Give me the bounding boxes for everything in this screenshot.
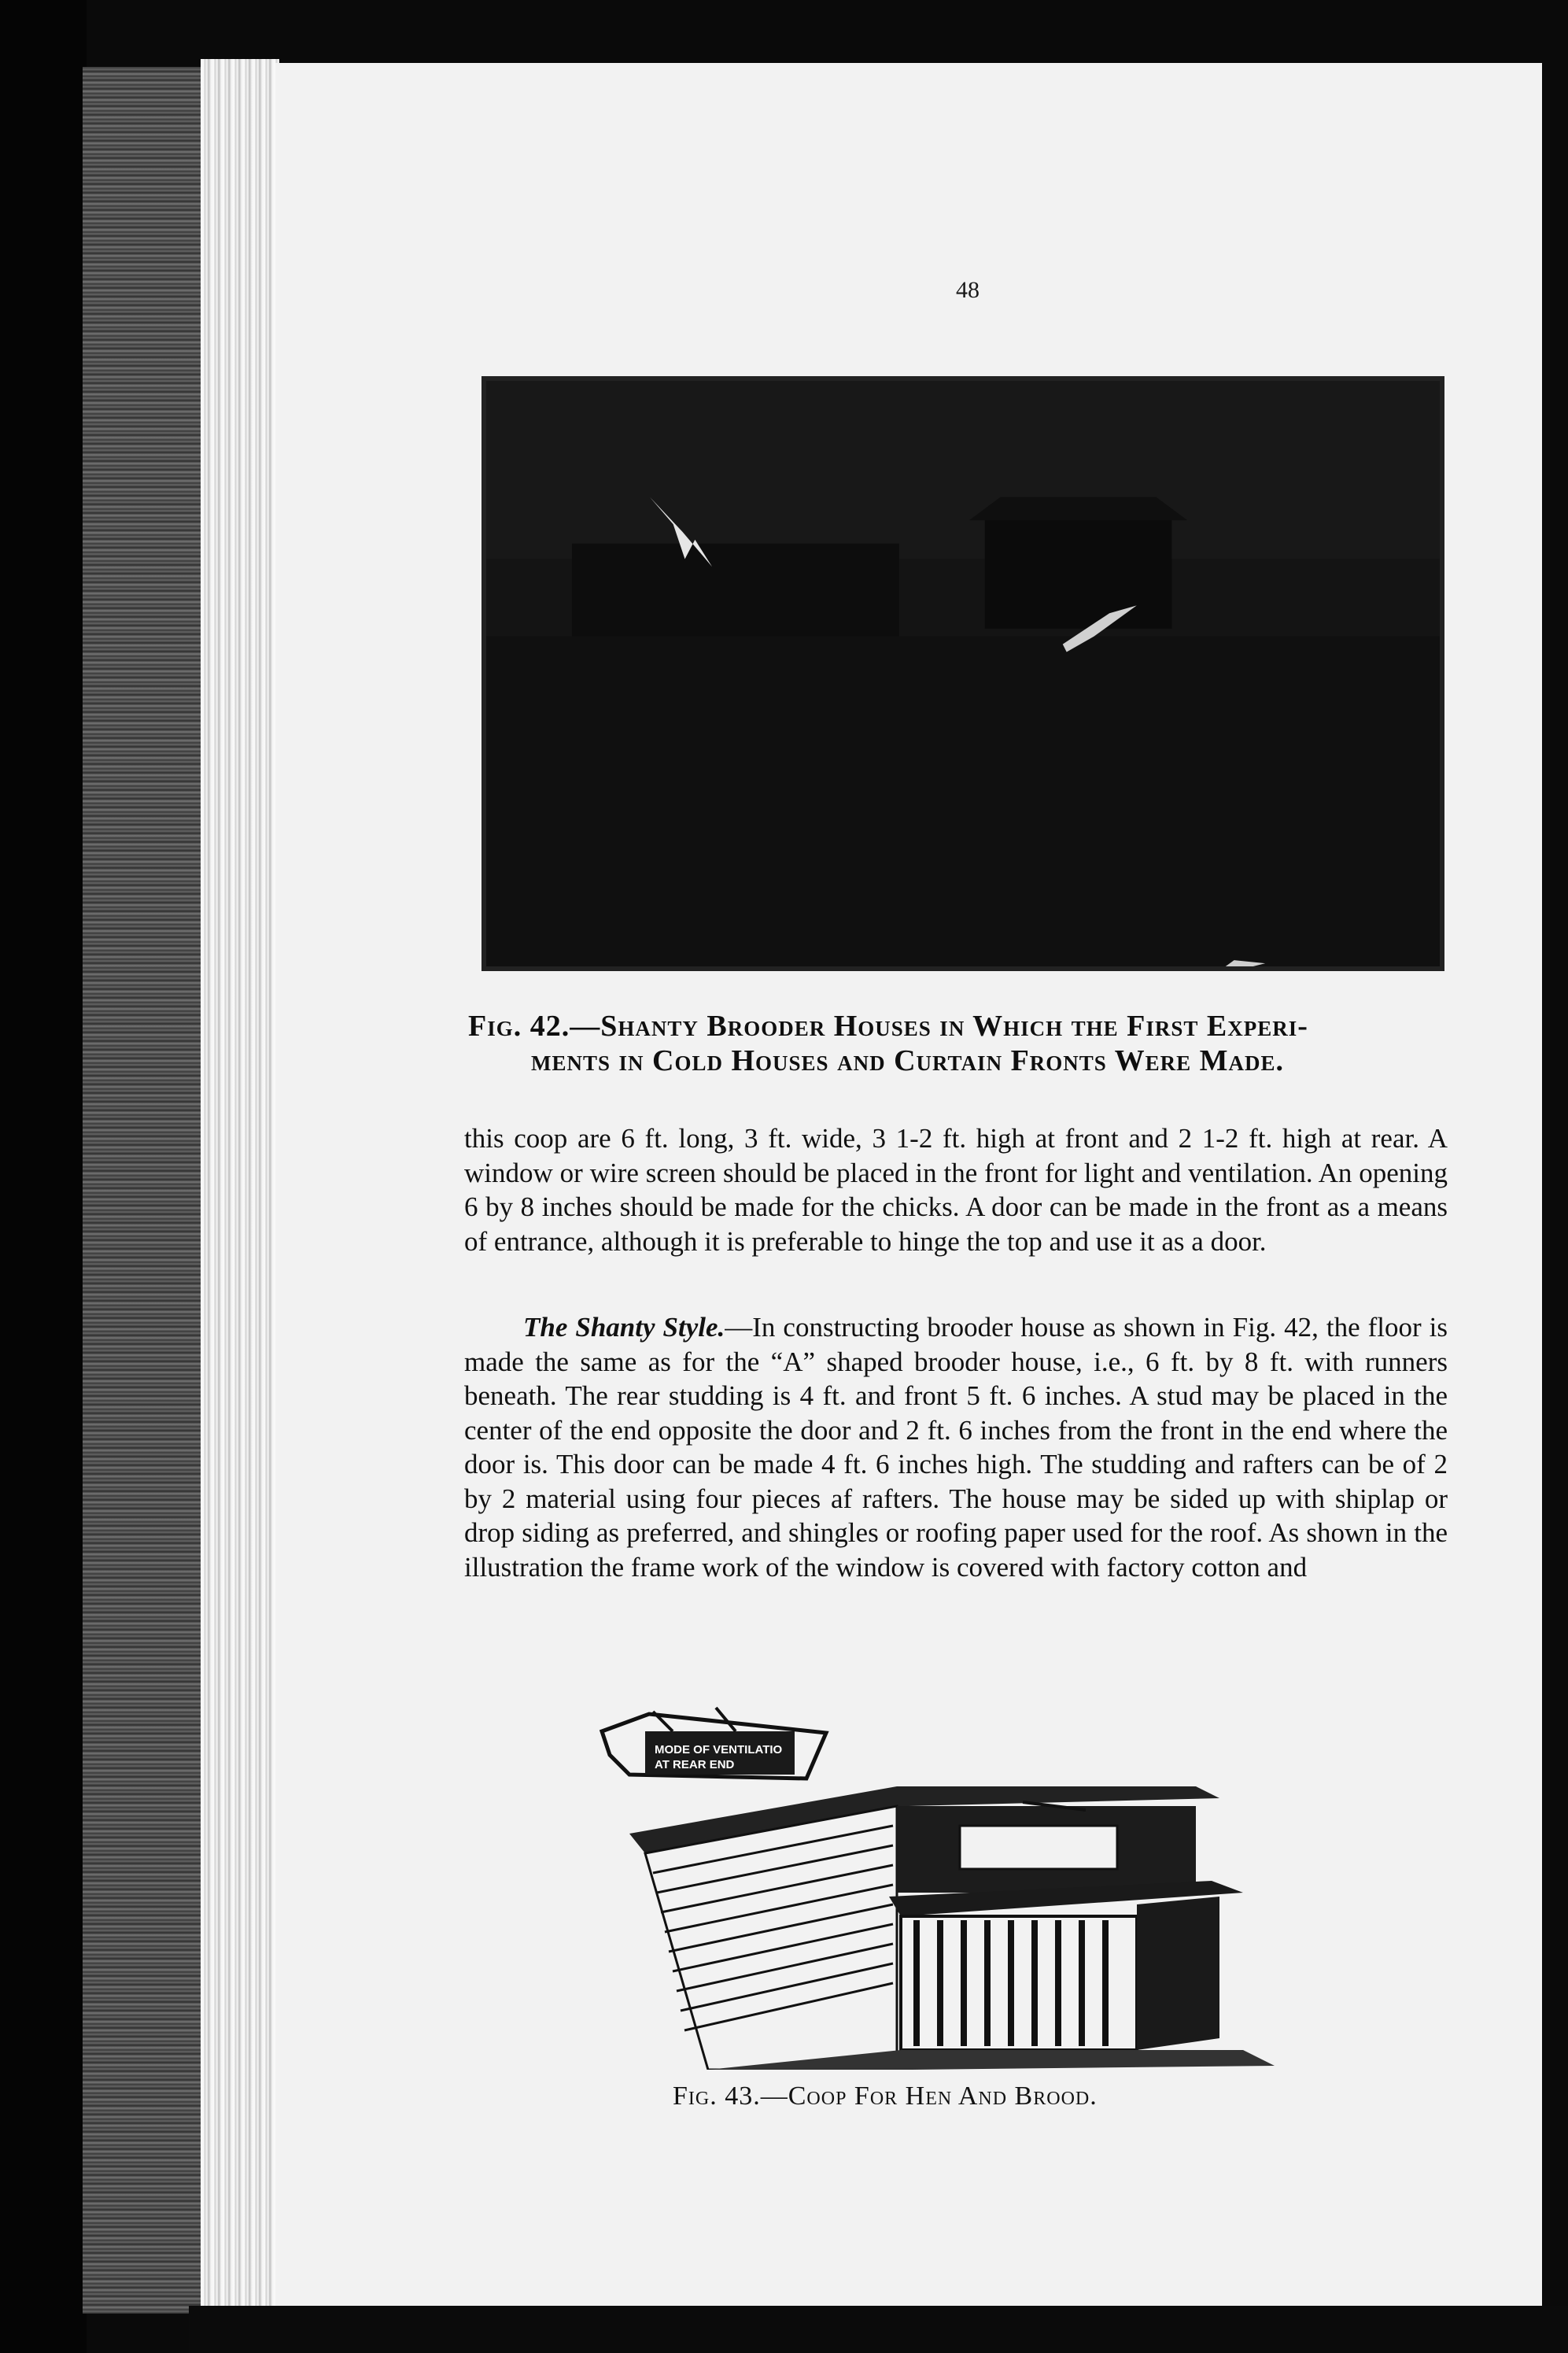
figure-43-coop-drawing	[598, 1700, 1306, 2070]
paragraph-shanty-style	[464, 1310, 1448, 1584]
figure-43-caption: Fig. 43.—Coop For Hen And Brood.	[673, 2082, 1098, 2111]
scan-left-border	[0, 0, 87, 2353]
scan-bottom-border	[189, 2306, 1568, 2353]
figure-42-caption	[468, 1009, 1459, 1078]
figure-42-caption-line1: Fig. 42.—Shanty Brooder Houses in Which the First Experi-	[468, 1010, 1308, 1043]
page-stack-edges	[201, 59, 279, 2325]
figure-42-photo	[481, 376, 1444, 971]
figure-42-caption-line2: ments in Cold Houses and Curtain Fronts Were Made.	[531, 1044, 1285, 1077]
ventilation-label-line1: MODE OF VENTILATIO	[655, 1743, 783, 1756]
facing-page-edge	[83, 67, 205, 2314]
ventilation-label-line2: AT REAR END	[655, 1758, 735, 1771]
paragraph-shanty-style-text: —In constructing brooder house as shown in Fig. 42, the floor is made the same as for the “A” shaped brooder house, i.e., 6 ft. by 8 ft. with runners beneath. The rear studding is 4 ft. and front 5 ft. 6 inches. A stud may be placed in the center of the end opposite the door and 2 ft. 6 inches from the front in the end where the door is. This door can be made 4 ft. 6 inches high. The studding and rafters can be of 2 by 2 material using four pieces af rafters. The house may be sided up with shiplap or drop siding as preferred, and shingles or roofing paper used for the roof. As shown in the illustration the frame work of the window is covered with factory cotton and	[464, 1312, 1448, 1583]
paragraph-shanty-style-title: The Shanty Style.	[523, 1312, 725, 1343]
page-number: 48	[956, 277, 980, 303]
ventilation-inset	[602, 1708, 826, 1779]
paragraph-coop-dimensions: this coop are 6 ft. long, 3 ft. wide, 3 1-2 ft. high at front and 2 1-2 ft. high at rear. A window or wire screen should be placed in the front for light and ventilation. An opening 6 by 8 inches should be made for the chicks. A door can be made in the front as a means of entrance, although it is preferable to hinge the top and use it as a door.	[464, 1123, 1448, 1257]
